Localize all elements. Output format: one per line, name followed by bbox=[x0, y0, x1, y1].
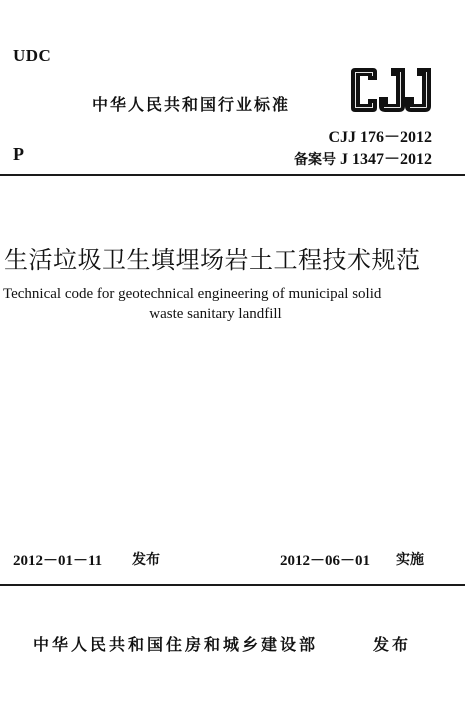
issue-date: 2012－01－11 bbox=[13, 553, 103, 569]
bottom-divider bbox=[0, 584, 465, 586]
implementation-label: 实施 bbox=[396, 552, 424, 568]
category-code: P bbox=[13, 144, 24, 164]
title-chinese: 生活垃圾卫生填埋场岩土工程技术规范 bbox=[4, 246, 421, 274]
issue-label: 发布 bbox=[132, 552, 160, 568]
logo-letter-c bbox=[351, 68, 377, 112]
logo-letter-j1 bbox=[379, 68, 405, 112]
implementation-date: 2012－06－01 bbox=[280, 553, 371, 569]
cjj-logo bbox=[347, 66, 433, 114]
record-prefix: 备案号 bbox=[293, 152, 336, 168]
top-divider bbox=[0, 174, 465, 176]
logo-letter-j2 bbox=[405, 68, 431, 112]
title-english-line2: waste sanitary landfill bbox=[149, 306, 282, 322]
publish-label: 发布 bbox=[373, 635, 412, 654]
title-english-line2-wrap bbox=[0, 306, 465, 323]
standard-type: 中华人民共和国行业标准 bbox=[92, 95, 291, 114]
record-number bbox=[294, 146, 432, 169]
title-english-line1: Technical code for geotechnical engineering of municipal solid bbox=[3, 286, 382, 302]
publisher: 中华人民共和国住房和城乡建设部 bbox=[33, 635, 319, 654]
standard-number: CJJ 176－2012 bbox=[328, 129, 432, 146]
record-value: J 1347－2012 bbox=[335, 151, 432, 168]
udc-label: UDC bbox=[13, 46, 52, 65]
